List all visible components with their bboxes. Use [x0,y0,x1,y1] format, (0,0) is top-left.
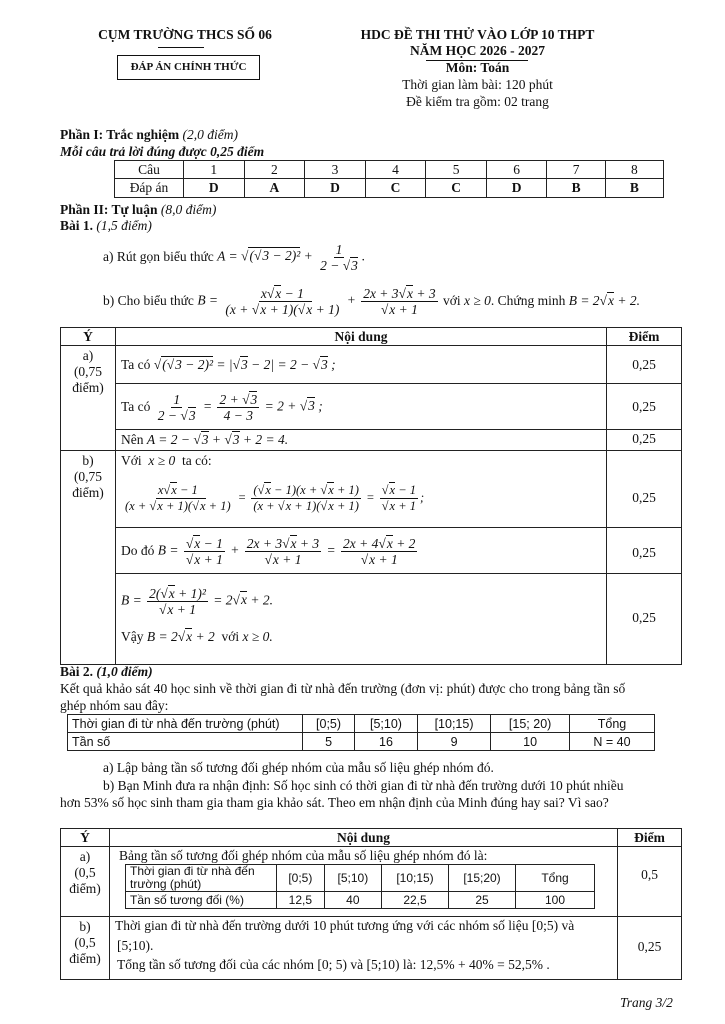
score-cell: 0,25 [637,939,662,954]
col-header-score: Điểm [634,830,665,845]
group-cell: [5;10) [355,715,418,733]
total-header: Tổng [516,865,595,892]
mc-answer-row [115,179,664,198]
question-text: với [442,293,461,308]
col-header-score: Điểm [628,329,660,344]
part-a-label: a) (0,5 điểm) [69,849,101,896]
relative-header-label: Thời gian đi từ nhà đến trường (phút) [126,865,277,892]
solution-a-text: Bảng tần số tương đối ghép nhóm của mẫu số liệu ghép nhóm đó là: [119,848,488,863]
score-cell: 0,25 [632,610,656,625]
question-text: Chứng minh [497,293,566,308]
solution-b-condition: Với x ≥ 0 ta có: [121,453,212,468]
mc-answer-cell: D [305,179,366,198]
relative-cell: 40 [324,892,381,909]
subject: Môn: Toán [445,60,510,75]
frequency-header-label: Thời gian đi từ nhà đến trường (phút) [68,715,303,733]
relative-cell: 25 [448,892,515,909]
mc-answer-cell: D [486,179,547,198]
school-year: NĂM HỌC 2026 - 2027 [410,43,545,58]
mc-question-cell: 7 [547,161,605,179]
mc-answer-table [114,160,664,198]
part-b-label: b) (0,75 điểm) [72,453,104,500]
solution-b-step1: $\frac{x√x - 1}{(x + √x + 1)(√x + 1)}$ = $\frac{(√x - 1)(x + √x + 1)}{(x + √x + 1)(√x + 1)}$ = $\frac{√x - 1}{√x + 1}$ ; [125,482,425,513]
relative-cell: 22,5 [382,892,449,909]
frequency-cell: 9 [417,733,490,751]
mc-answer-cell: B [547,179,605,198]
part-b-label: b) (0,5 điểm) [69,919,101,966]
mc-question-cell: 4 [365,161,426,179]
mc-question-cell: 1 [184,161,245,179]
bai2-question-a: a) Lập bảng tần số tương đối ghép nhóm của mẫu số liệu ghép nhóm đó. [103,760,494,775]
solution-b-step2: Do đó B = $\frac{√x - 1}{√x + 1}$ + $\frac{2x + 3√x + 3}{√x + 1}$ = $\frac{2x + 4√x + 2}{√x + 1}$ [121,535,416,567]
solution-b-line3: Tổng tần số tương đối của các nhóm [0; 5) và [5;10) là: 12,5% + 40% = 52,5% . [117,957,550,972]
relative-frequency-table [125,864,595,909]
score-cell: 0,25 [632,490,656,505]
group-cell: [10;15) [382,865,449,892]
col-header-y: Ý [80,830,90,845]
mc-row-label: Câu [115,161,184,179]
solution-a-step3: Nên A = 2 − √3 + √3 + 2 = 4. [121,432,289,447]
col-header-content: Nội dung [334,329,388,344]
subject-rule [426,60,528,61]
mc-question-cell: 6 [486,161,547,179]
exam-title: HDC ĐỀ THI THỬ VÀO LỚP 10 THPT [360,27,595,42]
bai1-heading: Bài 1. (1,5 điểm) [60,218,152,233]
bai2-question-b-line2: hơn 53% số học sinh tham gia tham gia khảo sát. Theo em nhận định của Minh đúng hay sai? Vì sao? [60,795,609,810]
bai2-intro-line2: ghép nhóm sau đây: [60,698,169,713]
bai2-intro-line1: Kết quả khảo sát 40 học sinh về thời gian đi từ nhà đến trường (đơn vị: phút) được cho trong bảng tần số [60,681,626,696]
frequency-table [67,714,655,751]
frequency-value-row [68,733,655,751]
relative-value-row [126,892,595,909]
exam-duration: Thời gian làm bài: 120 phút [402,77,553,92]
solution-a-step1: Ta có √(√3 − 2)² = |√3 − 2| = 2 − √3 ; [121,357,336,372]
total-header: Tổng [570,715,655,733]
mc-answer-cell: C [426,179,487,198]
group-cell: [10;15) [417,715,490,733]
school-underline [158,47,204,48]
mc-answer-cell: B [605,179,663,198]
solution-b-conclusion: Vậy B = 2√x + 2 với x ≥ 0. [121,629,273,644]
relative-cell: 12,5 [277,892,325,909]
group-cell: [0;5) [303,715,355,733]
solution-b-line1: Thời gian đi từ nhà đến trường dưới 10 phút tương ứng với các nhóm số liệu [0;5) và [115,918,575,933]
part2-heading: Phần II: Tự luận (8,0 điểm) [60,202,217,217]
col-header-y: Ý [83,329,93,344]
mc-question-cell: 2 [244,161,305,179]
mc-question-row [115,161,664,179]
relative-row-label: Tần số tương đối (%) [126,892,277,909]
mc-answer-cell: D [184,179,245,198]
relative-cell: 100 [516,892,595,909]
solution-table-2 [60,828,682,980]
bai2-heading: Bài 2. (1,0 điểm) [60,664,153,679]
score-cell: 0,25 [632,399,656,414]
part1-heading: Phần I: Trắc nghiệm (2,0 điểm) [60,127,238,142]
frequency-cell: 10 [491,733,570,751]
solution-table-1 [60,327,682,665]
score-cell: 0,5 [641,867,658,882]
frequency-cell: 5 [303,733,355,751]
group-cell: [0;5) [277,865,325,892]
frequency-header-row [68,715,655,733]
group-cell: [15; 20) [491,715,570,733]
mc-question-cell: 3 [305,161,366,179]
official-answer-stamp: ĐÁP ÁN CHÍNH THỨC [117,55,260,80]
part-a-label: a) (0,75 điểm) [72,348,104,395]
relative-header-row [126,865,595,892]
mc-answer-cell: C [365,179,426,198]
solution-b-line2: [5;10). [117,938,154,953]
frequency-row-label: Tần số [68,733,303,751]
question-text: a) Rút gọn biểu thức [103,249,214,264]
mc-question-cell: 8 [605,161,663,179]
bai2-question-b-line1: b) Bạn Minh đưa ra nhận định: Số học sinh có thời gian đi từ nhà đến trường dưới 10 phút nhiều [103,778,624,793]
frequency-cell: 16 [355,733,418,751]
score-cell: 0,25 [632,545,656,560]
school-name: CỤM TRƯỜNG THCS SỐ 06 [98,27,272,42]
math-formula: A = √(√3 − 2)² + $\frac{1}{2 - √3}$ . [217,241,366,273]
mc-row-label: Đáp án [115,179,184,198]
solution-a-step2: Ta có $\frac{1}{2 - √3}$ = $\frac{2 + √3}{4 - 3}$ = 2 + √3 ; [121,391,323,423]
math-formula: B = $\frac{x√x - 1}{(x + √x + 1)(√x + 1)}$ + $\frac{2x + 3√x + 3}{√x + 1}$ [197,285,436,317]
group-cell: [15;20) [448,865,515,892]
bai1-question-b: b) Cho biểu thức B = $\frac{x√x - 1}{(x + √x + 1)(√x + 1)}$ + $\frac{2x + 3√x + 3}{√x + 1}$ với x ≥ 0 . Chứng minh B = 2√x + 2. [103,285,640,317]
page-number: Trang 3/2 [620,995,673,1010]
mc-answer-cell: A [244,179,305,198]
solution-b-step3: B = $\frac{\text{2(√x + 1)²}}{√x + 1}$ = 2√x + 2. [121,585,273,617]
mc-question-cell: 5 [426,161,487,179]
part1-note: Mỗi câu trả lời đúng được 0,25 điểm [60,144,265,159]
question-text: b) Cho biểu thức [103,293,194,308]
score-cell: 0,25 [632,431,656,446]
exam-pages: Đề kiểm tra gồm: 02 trang [406,94,549,109]
group-cell: [5;10) [324,865,381,892]
total-value: N = 40 [570,733,655,751]
bai1-question-a [103,240,365,274]
score-cell: 0,25 [632,357,656,372]
col-header-content: Nội dung [337,830,390,845]
